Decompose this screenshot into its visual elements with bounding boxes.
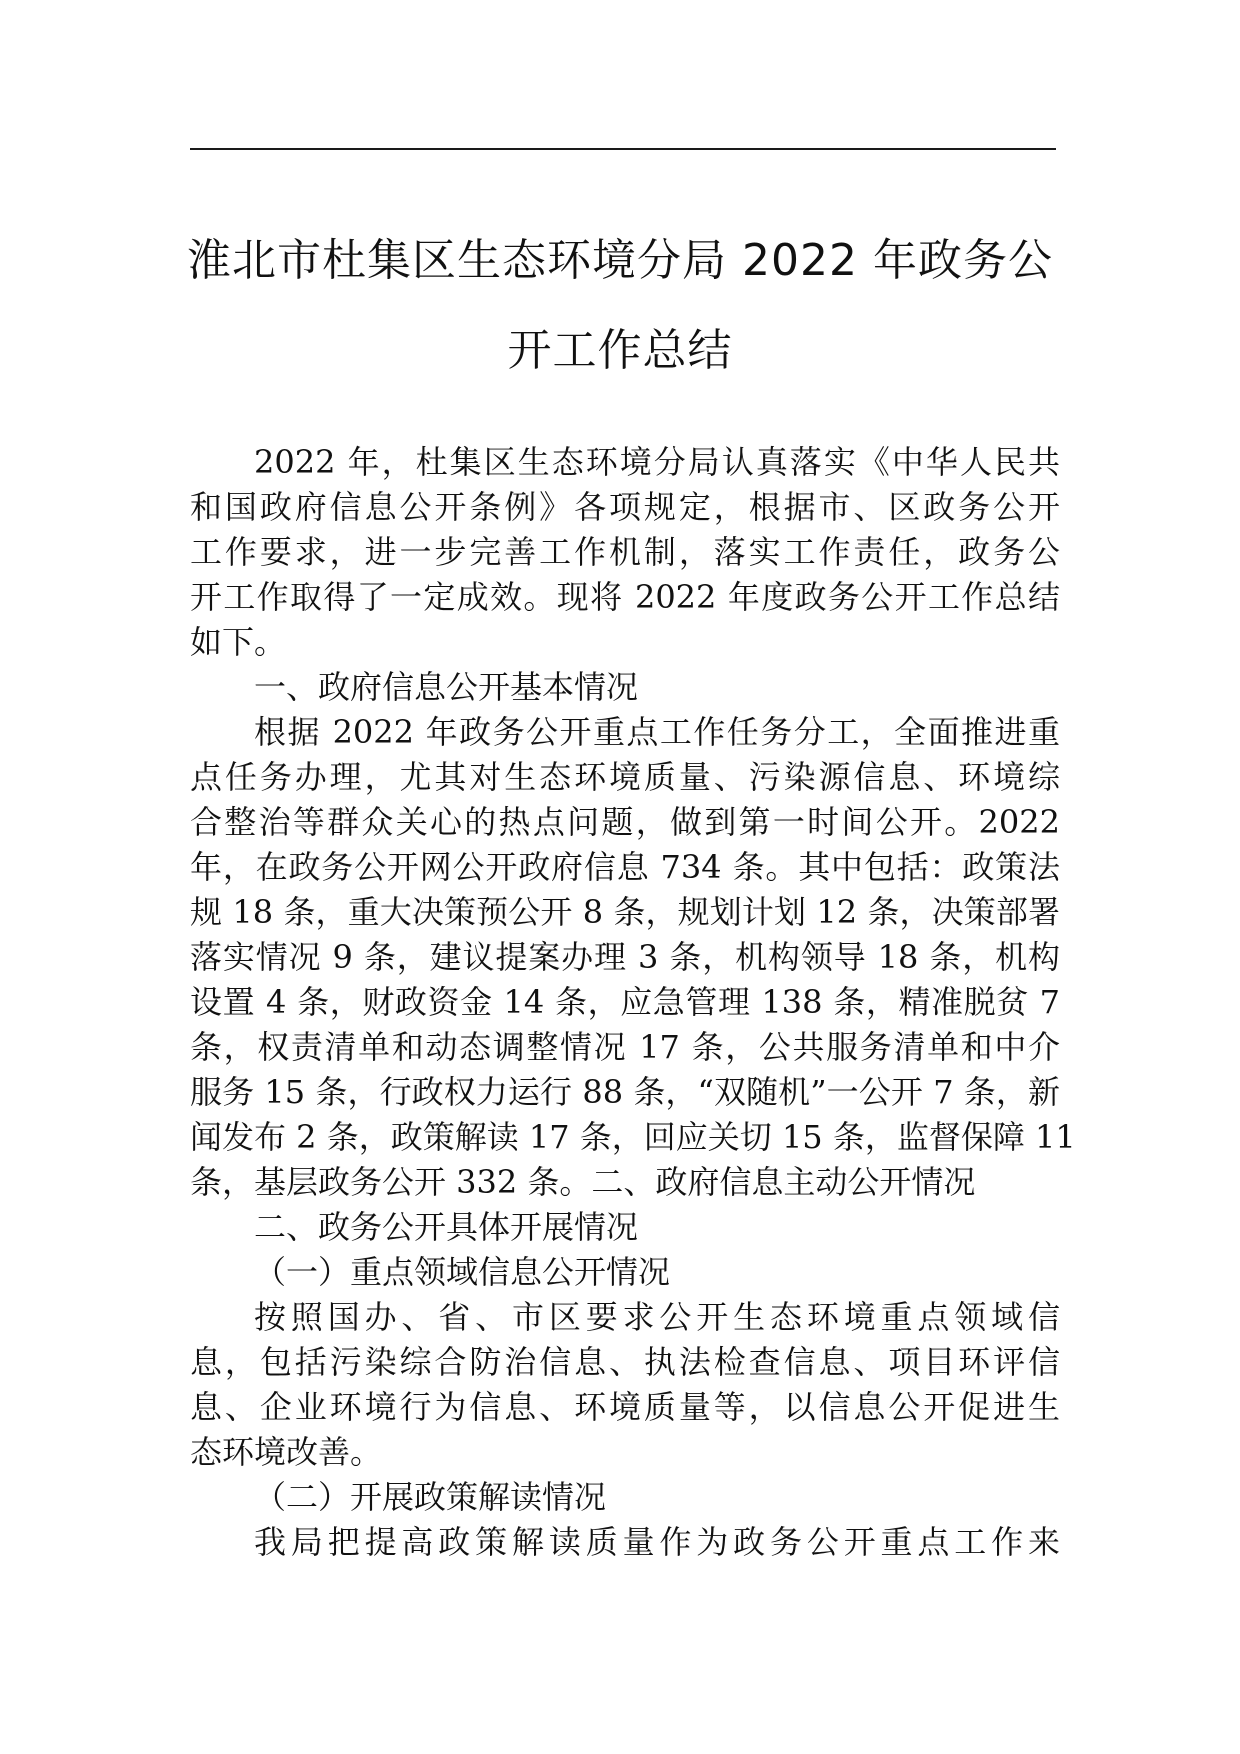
body-line: 一、政府信息公开基本情况 bbox=[254, 668, 639, 706]
body-line: 服务 15 条，行政权力运行 88 条，“双随机”一公开 7 条，新 bbox=[190, 1073, 1060, 1111]
body-line: 息、企业环境行为信息、环境质量等，以信息公开促进生 bbox=[190, 1388, 1060, 1426]
document-title-line-2: 开工作总结 bbox=[507, 325, 733, 376]
body-line: （一）重点领域信息公开情况 bbox=[254, 1253, 671, 1291]
body-line: 二、政务公开具体开展情况 bbox=[254, 1208, 639, 1246]
document-body bbox=[190, 440, 1076, 1565]
body-line: 我局把提高政策解读质量作为政务公开重点工作来 bbox=[254, 1523, 1060, 1561]
body-line: 和国政府信息公开条例》各项规定，根据市、区政务公开 bbox=[190, 488, 1060, 526]
body-line: 开工作取得了一定成效。现将 2022 年度政务公开工作总结 bbox=[190, 578, 1060, 616]
body-line: （二）开展政策解读情况 bbox=[254, 1478, 607, 1516]
body-line: 工作要求，进一步完善工作机制，落实工作责任，政务公 bbox=[190, 533, 1060, 571]
body-line: 按照国办、省、市区要求公开生态环境重点领域信 bbox=[254, 1298, 1060, 1336]
body-line: 态环境改善。 bbox=[190, 1433, 383, 1471]
body-line: 年，在政务公开网公开政府信息 734 条。其中包括：政策法 bbox=[190, 848, 1060, 886]
document-title-line-1: 淮北市杜集区生态环境分局 2022 年政务公 bbox=[187, 235, 1053, 286]
body-line: 落实情况 9 条，建议提案办理 3 条，机构领导 18 条，机构 bbox=[190, 938, 1060, 976]
body-line: 条，权责清单和动态调整情况 17 条，公共服务清单和中介 bbox=[190, 1028, 1060, 1066]
body-line: 合整治等群众关心的热点问题，做到第一时间公开。2022 bbox=[190, 803, 1060, 841]
body-line: 息，包括污染综合防治信息、执法检查信息、项目环评信 bbox=[190, 1343, 1060, 1381]
body-line: 闻发布 2 条，政策解读 17 条，回应关切 15 条，监督保障 11 bbox=[190, 1118, 1076, 1156]
body-line: 规 18 条，重大决策预公开 8 条，规划计划 12 条，决策部署 bbox=[190, 893, 1060, 931]
body-line: 2022 年，杜集区生态环境分局认真落实《中华人民共 bbox=[254, 443, 1060, 481]
body-line: 根据 2022 年政务公开重点工作任务分工，全面推进重 bbox=[254, 713, 1060, 751]
body-line: 如下。 bbox=[190, 623, 287, 661]
body-line: 点任务办理，尤其对生态环境质量、污染源信息、环境综 bbox=[190, 758, 1060, 796]
body-line: 设置 4 条，财政资金 14 条，应急管理 138 条，精准脱贫 7 bbox=[190, 983, 1060, 1021]
body-line: 条，基层政务公开 332 条。二、政府信息主动公开情况 bbox=[190, 1163, 976, 1201]
header-rule bbox=[190, 148, 1056, 150]
